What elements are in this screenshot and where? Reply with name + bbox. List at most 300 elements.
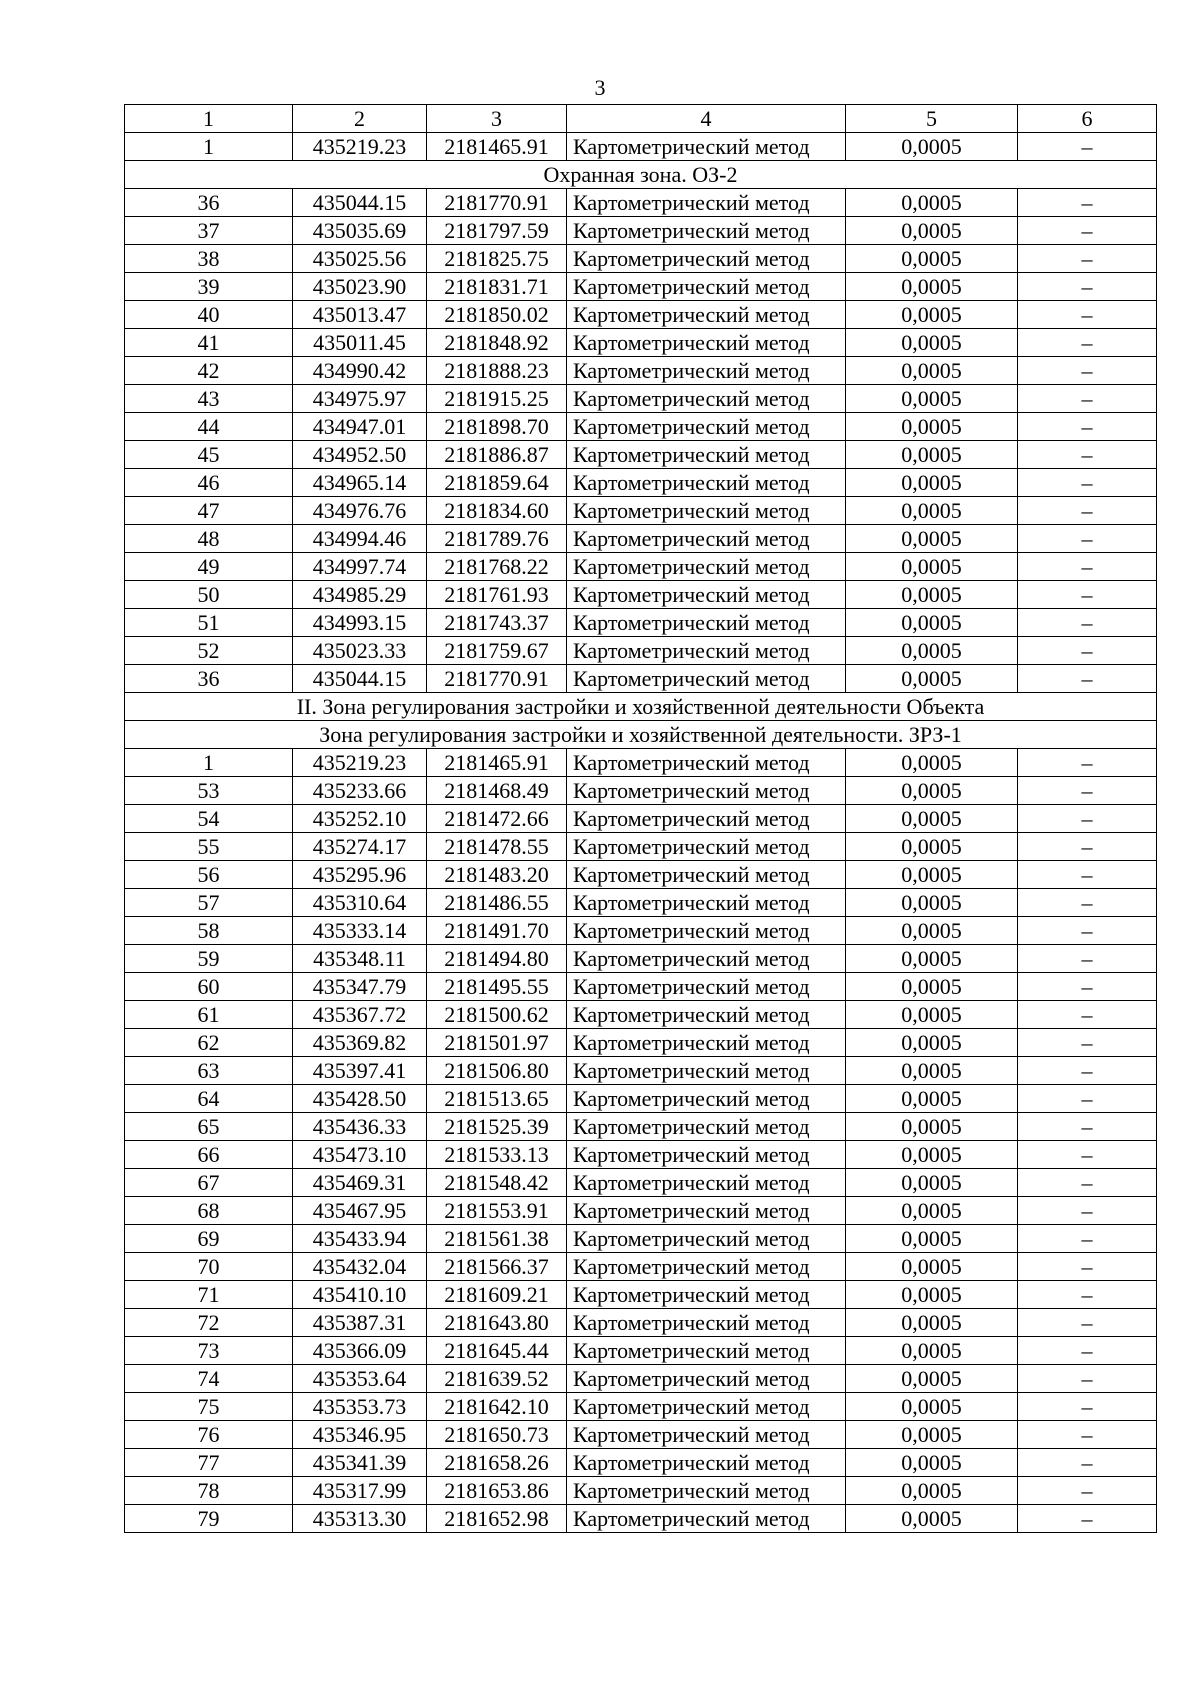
x-coordinate-cell: 435367.72 <box>293 1001 427 1029</box>
table-row <box>125 1505 1157 1533</box>
method-cell: Картометрический метод <box>567 665 846 693</box>
point-number-cell: 53 <box>125 777 293 805</box>
section-row <box>125 721 1157 749</box>
method-cell: Картометрический метод <box>567 1449 846 1477</box>
y-coordinate-cell: 2181770.91 <box>427 189 567 217</box>
table-row <box>125 1309 1157 1337</box>
table-row <box>125 1393 1157 1421</box>
y-coordinate-cell: 2181645.44 <box>427 1337 567 1365</box>
point-number-cell: 47 <box>125 497 293 525</box>
y-coordinate-cell: 2181831.71 <box>427 273 567 301</box>
x-coordinate-cell: 435044.15 <box>293 665 427 693</box>
table-row <box>125 133 1157 161</box>
point-number-cell: 70 <box>125 1253 293 1281</box>
x-coordinate-cell: 434990.42 <box>293 357 427 385</box>
point-number-cell: 74 <box>125 1365 293 1393</box>
table-row <box>125 273 1157 301</box>
point-number-cell: 39 <box>125 273 293 301</box>
y-coordinate-cell: 2181472.66 <box>427 805 567 833</box>
note-cell: – <box>1018 413 1157 441</box>
x-coordinate-cell: 435397.41 <box>293 1057 427 1085</box>
y-coordinate-cell: 2181789.76 <box>427 525 567 553</box>
accuracy-cell: 0,0005 <box>846 1057 1018 1085</box>
section-row <box>125 693 1157 721</box>
note-cell: – <box>1018 637 1157 665</box>
x-coordinate-cell: 434965.14 <box>293 469 427 497</box>
method-cell: Картометрический метод <box>567 1337 846 1365</box>
x-coordinate-cell: 434993.15 <box>293 609 427 637</box>
table-row <box>125 385 1157 413</box>
x-coordinate-cell: 435023.33 <box>293 637 427 665</box>
x-coordinate-cell: 435011.45 <box>293 329 427 357</box>
method-cell: Картометрический метод <box>567 1421 846 1449</box>
accuracy-cell: 0,0005 <box>846 1001 1018 1029</box>
accuracy-cell: 0,0005 <box>846 889 1018 917</box>
note-cell: – <box>1018 777 1157 805</box>
method-cell: Картометрический метод <box>567 581 846 609</box>
table-row <box>125 441 1157 469</box>
point-number-cell: 52 <box>125 637 293 665</box>
table-row <box>125 413 1157 441</box>
x-coordinate-cell: 435295.96 <box>293 861 427 889</box>
point-number-cell: 71 <box>125 1281 293 1309</box>
note-cell: – <box>1018 1141 1157 1169</box>
point-number-cell: 77 <box>125 1449 293 1477</box>
accuracy-cell: 0,0005 <box>846 133 1018 161</box>
table-row <box>125 945 1157 973</box>
x-coordinate-cell: 435274.17 <box>293 833 427 861</box>
table-row <box>125 637 1157 665</box>
note-cell: – <box>1018 665 1157 693</box>
table-row <box>125 1141 1157 1169</box>
accuracy-cell: 0,0005 <box>846 609 1018 637</box>
accuracy-cell: 0,0005 <box>846 217 1018 245</box>
note-cell: – <box>1018 189 1157 217</box>
note-cell: – <box>1018 833 1157 861</box>
note-cell: – <box>1018 385 1157 413</box>
note-cell: – <box>1018 861 1157 889</box>
table-row <box>125 665 1157 693</box>
point-number-cell: 36 <box>125 665 293 693</box>
accuracy-cell: 0,0005 <box>846 581 1018 609</box>
table-row <box>125 553 1157 581</box>
x-coordinate-cell: 435313.30 <box>293 1505 427 1533</box>
y-coordinate-cell: 2181495.55 <box>427 973 567 1001</box>
point-number-cell: 50 <box>125 581 293 609</box>
y-coordinate-cell: 2181859.64 <box>427 469 567 497</box>
method-cell: Картометрический метод <box>567 469 846 497</box>
x-coordinate-cell: 434985.29 <box>293 581 427 609</box>
y-coordinate-cell: 2181743.37 <box>427 609 567 637</box>
note-cell: – <box>1018 553 1157 581</box>
x-coordinate-cell: 435369.82 <box>293 1029 427 1057</box>
table-row <box>125 1197 1157 1225</box>
method-cell: Картометрический метод <box>567 1393 846 1421</box>
section-row <box>125 161 1157 189</box>
y-coordinate-cell: 2181915.25 <box>427 385 567 413</box>
method-cell: Картометрический метод <box>567 889 846 917</box>
x-coordinate-cell: 435353.73 <box>293 1393 427 1421</box>
note-cell: – <box>1018 1365 1157 1393</box>
coordinates-table <box>124 104 1157 1533</box>
point-number-cell: 66 <box>125 1141 293 1169</box>
accuracy-cell: 0,0005 <box>846 385 1018 413</box>
method-cell: Картометрический метод <box>567 805 846 833</box>
point-number-cell: 37 <box>125 217 293 245</box>
note-cell: – <box>1018 1001 1157 1029</box>
table-body <box>125 105 1157 1533</box>
column-number: 3 <box>427 105 567 133</box>
accuracy-cell: 0,0005 <box>846 665 1018 693</box>
point-number-cell: 38 <box>125 245 293 273</box>
point-number-cell: 55 <box>125 833 293 861</box>
note-cell: – <box>1018 441 1157 469</box>
method-cell: Картометрический метод <box>567 357 846 385</box>
y-coordinate-cell: 2181759.67 <box>427 637 567 665</box>
x-coordinate-cell: 435433.94 <box>293 1225 427 1253</box>
y-coordinate-cell: 2181566.37 <box>427 1253 567 1281</box>
table-row <box>125 749 1157 777</box>
point-number-cell: 46 <box>125 469 293 497</box>
x-coordinate-cell: 434952.50 <box>293 441 427 469</box>
method-cell: Картометрический метод <box>567 441 846 469</box>
x-coordinate-cell: 435233.66 <box>293 777 427 805</box>
x-coordinate-cell: 434997.74 <box>293 553 427 581</box>
x-coordinate-cell: 434994.46 <box>293 525 427 553</box>
method-cell: Картометрический метод <box>567 637 846 665</box>
point-number-cell: 76 <box>125 1421 293 1449</box>
table-row <box>125 917 1157 945</box>
note-cell: – <box>1018 1057 1157 1085</box>
table-row <box>125 525 1157 553</box>
y-coordinate-cell: 2181553.91 <box>427 1197 567 1225</box>
accuracy-cell: 0,0005 <box>846 1141 1018 1169</box>
y-coordinate-cell: 2181525.39 <box>427 1113 567 1141</box>
point-number-cell: 42 <box>125 357 293 385</box>
x-coordinate-cell: 435387.31 <box>293 1309 427 1337</box>
table-row <box>125 1253 1157 1281</box>
method-cell: Картометрический метод <box>567 1505 846 1533</box>
y-coordinate-cell: 2181848.92 <box>427 329 567 357</box>
accuracy-cell: 0,0005 <box>846 1085 1018 1113</box>
x-coordinate-cell: 435473.10 <box>293 1141 427 1169</box>
accuracy-cell: 0,0005 <box>846 497 1018 525</box>
point-number-cell: 69 <box>125 1225 293 1253</box>
accuracy-cell: 0,0005 <box>846 441 1018 469</box>
y-coordinate-cell: 2181533.13 <box>427 1141 567 1169</box>
y-coordinate-cell: 2181653.86 <box>427 1477 567 1505</box>
note-cell: – <box>1018 1449 1157 1477</box>
method-cell: Картометрический метод <box>567 273 846 301</box>
x-coordinate-cell: 435432.04 <box>293 1253 427 1281</box>
y-coordinate-cell: 2181886.87 <box>427 441 567 469</box>
accuracy-cell: 0,0005 <box>846 329 1018 357</box>
method-cell: Картометрический метод <box>567 553 846 581</box>
y-coordinate-cell: 2181513.65 <box>427 1085 567 1113</box>
accuracy-cell: 0,0005 <box>846 1029 1018 1057</box>
y-coordinate-cell: 2181548.42 <box>427 1169 567 1197</box>
point-number-cell: 1 <box>125 133 293 161</box>
accuracy-cell: 0,0005 <box>846 805 1018 833</box>
column-number: 2 <box>293 105 427 133</box>
x-coordinate-cell: 435025.56 <box>293 245 427 273</box>
table-row <box>125 497 1157 525</box>
note-cell: – <box>1018 1281 1157 1309</box>
accuracy-cell: 0,0005 <box>846 1281 1018 1309</box>
accuracy-cell: 0,0005 <box>846 917 1018 945</box>
y-coordinate-cell: 2181642.10 <box>427 1393 567 1421</box>
table-row <box>125 357 1157 385</box>
y-coordinate-cell: 2181761.93 <box>427 581 567 609</box>
note-cell: – <box>1018 469 1157 497</box>
table-row <box>125 469 1157 497</box>
x-coordinate-cell: 435219.23 <box>293 133 427 161</box>
y-coordinate-cell: 2181465.91 <box>427 749 567 777</box>
accuracy-cell: 0,0005 <box>846 637 1018 665</box>
note-cell: – <box>1018 1421 1157 1449</box>
x-coordinate-cell: 434976.76 <box>293 497 427 525</box>
table-row <box>125 1477 1157 1505</box>
accuracy-cell: 0,0005 <box>846 525 1018 553</box>
table-row <box>125 1337 1157 1365</box>
point-number-cell: 78 <box>125 1477 293 1505</box>
method-cell: Картометрический метод <box>567 1029 846 1057</box>
note-cell: – <box>1018 749 1157 777</box>
point-number-cell: 51 <box>125 609 293 637</box>
accuracy-cell: 0,0005 <box>846 301 1018 329</box>
table-row <box>125 245 1157 273</box>
point-number-cell: 61 <box>125 1001 293 1029</box>
x-coordinate-cell: 435469.31 <box>293 1169 427 1197</box>
table-row <box>125 973 1157 1001</box>
accuracy-cell: 0,0005 <box>846 945 1018 973</box>
point-number-cell: 67 <box>125 1169 293 1197</box>
method-cell: Картометрический метод <box>567 301 846 329</box>
table-row <box>125 1449 1157 1477</box>
y-coordinate-cell: 2181797.59 <box>427 217 567 245</box>
x-coordinate-cell: 435023.90 <box>293 273 427 301</box>
accuracy-cell: 0,0005 <box>846 413 1018 441</box>
point-number-cell: 48 <box>125 525 293 553</box>
method-cell: Картометрический метод <box>567 609 846 637</box>
x-coordinate-cell: 435252.10 <box>293 805 427 833</box>
method-cell: Картометрический метод <box>567 217 846 245</box>
method-cell: Картометрический метод <box>567 861 846 889</box>
x-coordinate-cell: 435013.47 <box>293 301 427 329</box>
note-cell: – <box>1018 273 1157 301</box>
accuracy-cell: 0,0005 <box>846 1477 1018 1505</box>
table-row <box>125 833 1157 861</box>
x-coordinate-cell: 435044.15 <box>293 189 427 217</box>
method-cell: Картометрический метод <box>567 1085 846 1113</box>
section-title: II. Зона регулирования застройки и хозяйственной деятельности Объекта <box>125 693 1157 721</box>
accuracy-cell: 0,0005 <box>846 1113 1018 1141</box>
method-cell: Картометрический метод <box>567 1113 846 1141</box>
table-row <box>125 1281 1157 1309</box>
y-coordinate-cell: 2181658.26 <box>427 1449 567 1477</box>
column-number: 4 <box>567 105 846 133</box>
point-number-cell: 60 <box>125 973 293 1001</box>
note-cell: – <box>1018 1253 1157 1281</box>
point-number-cell: 40 <box>125 301 293 329</box>
table-row <box>125 1085 1157 1113</box>
note-cell: – <box>1018 329 1157 357</box>
point-number-cell: 68 <box>125 1197 293 1225</box>
accuracy-cell: 0,0005 <box>846 357 1018 385</box>
x-coordinate-cell: 435467.95 <box>293 1197 427 1225</box>
accuracy-cell: 0,0005 <box>846 749 1018 777</box>
point-number-cell: 56 <box>125 861 293 889</box>
note-cell: – <box>1018 497 1157 525</box>
y-coordinate-cell: 2181491.70 <box>427 917 567 945</box>
method-cell: Картометрический метод <box>567 1197 846 1225</box>
method-cell: Картометрический метод <box>567 1225 846 1253</box>
accuracy-cell: 0,0005 <box>846 1365 1018 1393</box>
column-number: 5 <box>846 105 1018 133</box>
table-row <box>125 1421 1157 1449</box>
point-number-cell: 36 <box>125 189 293 217</box>
accuracy-cell: 0,0005 <box>846 1337 1018 1365</box>
column-number-row <box>125 105 1157 133</box>
method-cell: Картометрический метод <box>567 1057 846 1085</box>
note-cell: – <box>1018 245 1157 273</box>
accuracy-cell: 0,0005 <box>846 1421 1018 1449</box>
y-coordinate-cell: 2181898.70 <box>427 413 567 441</box>
y-coordinate-cell: 2181650.73 <box>427 1421 567 1449</box>
table-row <box>125 1029 1157 1057</box>
note-cell: – <box>1018 1393 1157 1421</box>
point-number-cell: 72 <box>125 1309 293 1337</box>
note-cell: – <box>1018 1477 1157 1505</box>
table-row <box>125 217 1157 245</box>
y-coordinate-cell: 2181501.97 <box>427 1029 567 1057</box>
section-title: Зона регулирования застройки и хозяйственной деятельности. ЗРЗ-1 <box>125 721 1157 749</box>
column-number: 6 <box>1018 105 1157 133</box>
table-row <box>125 1113 1157 1141</box>
note-cell: – <box>1018 889 1157 917</box>
y-coordinate-cell: 2181834.60 <box>427 497 567 525</box>
note-cell: – <box>1018 805 1157 833</box>
note-cell: – <box>1018 301 1157 329</box>
method-cell: Картометрический метод <box>567 413 846 441</box>
note-cell: – <box>1018 945 1157 973</box>
table-row <box>125 1057 1157 1085</box>
method-cell: Картометрический метод <box>567 777 846 805</box>
point-number-cell: 45 <box>125 441 293 469</box>
accuracy-cell: 0,0005 <box>846 1225 1018 1253</box>
y-coordinate-cell: 2181494.80 <box>427 945 567 973</box>
point-number-cell: 63 <box>125 1057 293 1085</box>
x-coordinate-cell: 435436.33 <box>293 1113 427 1141</box>
y-coordinate-cell: 2181643.80 <box>427 1309 567 1337</box>
table-row <box>125 1169 1157 1197</box>
x-coordinate-cell: 434975.97 <box>293 385 427 413</box>
y-coordinate-cell: 2181888.23 <box>427 357 567 385</box>
accuracy-cell: 0,0005 <box>846 1449 1018 1477</box>
x-coordinate-cell: 435410.10 <box>293 1281 427 1309</box>
note-cell: – <box>1018 1309 1157 1337</box>
point-number-cell: 57 <box>125 889 293 917</box>
y-coordinate-cell: 2181639.52 <box>427 1365 567 1393</box>
method-cell: Картометрический метод <box>567 497 846 525</box>
point-number-cell: 64 <box>125 1085 293 1113</box>
column-number: 1 <box>125 105 293 133</box>
method-cell: Картометрический метод <box>567 1169 846 1197</box>
note-cell: – <box>1018 609 1157 637</box>
point-number-cell: 41 <box>125 329 293 357</box>
x-coordinate-cell: 435346.95 <box>293 1421 427 1449</box>
accuracy-cell: 0,0005 <box>846 245 1018 273</box>
table-row <box>125 805 1157 833</box>
x-coordinate-cell: 435310.64 <box>293 889 427 917</box>
note-cell: – <box>1018 1085 1157 1113</box>
y-coordinate-cell: 2181561.38 <box>427 1225 567 1253</box>
x-coordinate-cell: 435317.99 <box>293 1477 427 1505</box>
y-coordinate-cell: 2181486.55 <box>427 889 567 917</box>
accuracy-cell: 0,0005 <box>846 273 1018 301</box>
note-cell: – <box>1018 917 1157 945</box>
y-coordinate-cell: 2181768.22 <box>427 553 567 581</box>
method-cell: Картометрический метод <box>567 525 846 553</box>
accuracy-cell: 0,0005 <box>846 777 1018 805</box>
point-number-cell: 54 <box>125 805 293 833</box>
table-row <box>125 1225 1157 1253</box>
y-coordinate-cell: 2181609.21 <box>427 1281 567 1309</box>
point-number-cell: 79 <box>125 1505 293 1533</box>
y-coordinate-cell: 2181770.91 <box>427 665 567 693</box>
table-row <box>125 329 1157 357</box>
method-cell: Картометрический метод <box>567 1477 846 1505</box>
point-number-cell: 58 <box>125 917 293 945</box>
method-cell: Картометрический метод <box>567 385 846 413</box>
method-cell: Картометрический метод <box>567 189 846 217</box>
method-cell: Картометрический метод <box>567 1281 846 1309</box>
method-cell: Картометрический метод <box>567 1141 846 1169</box>
section-title: Охранная зона. ОЗ-2 <box>125 161 1157 189</box>
method-cell: Картометрический метод <box>567 133 846 161</box>
page-number: 3 <box>594 75 606 100</box>
note-cell: – <box>1018 1029 1157 1057</box>
method-cell: Картометрический метод <box>567 1253 846 1281</box>
accuracy-cell: 0,0005 <box>846 553 1018 581</box>
point-number-cell: 65 <box>125 1113 293 1141</box>
accuracy-cell: 0,0005 <box>846 833 1018 861</box>
y-coordinate-cell: 2181500.62 <box>427 1001 567 1029</box>
x-coordinate-cell: 434947.01 <box>293 413 427 441</box>
accuracy-cell: 0,0005 <box>846 1253 1018 1281</box>
y-coordinate-cell: 2181483.20 <box>427 861 567 889</box>
accuracy-cell: 0,0005 <box>846 1393 1018 1421</box>
accuracy-cell: 0,0005 <box>846 1309 1018 1337</box>
note-cell: – <box>1018 357 1157 385</box>
note-cell: – <box>1018 581 1157 609</box>
method-cell: Картометрический метод <box>567 749 846 777</box>
y-coordinate-cell: 2181506.80 <box>427 1057 567 1085</box>
method-cell: Картометрический метод <box>567 945 846 973</box>
accuracy-cell: 0,0005 <box>846 861 1018 889</box>
table-row <box>125 777 1157 805</box>
note-cell: – <box>1018 973 1157 1001</box>
table-row <box>125 189 1157 217</box>
note-cell: – <box>1018 217 1157 245</box>
note-cell: – <box>1018 525 1157 553</box>
x-coordinate-cell: 435341.39 <box>293 1449 427 1477</box>
point-number-cell: 73 <box>125 1337 293 1365</box>
point-number-cell: 43 <box>125 385 293 413</box>
point-number-cell: 44 <box>125 413 293 441</box>
method-cell: Картометрический метод <box>567 833 846 861</box>
method-cell: Картометрический метод <box>567 245 846 273</box>
